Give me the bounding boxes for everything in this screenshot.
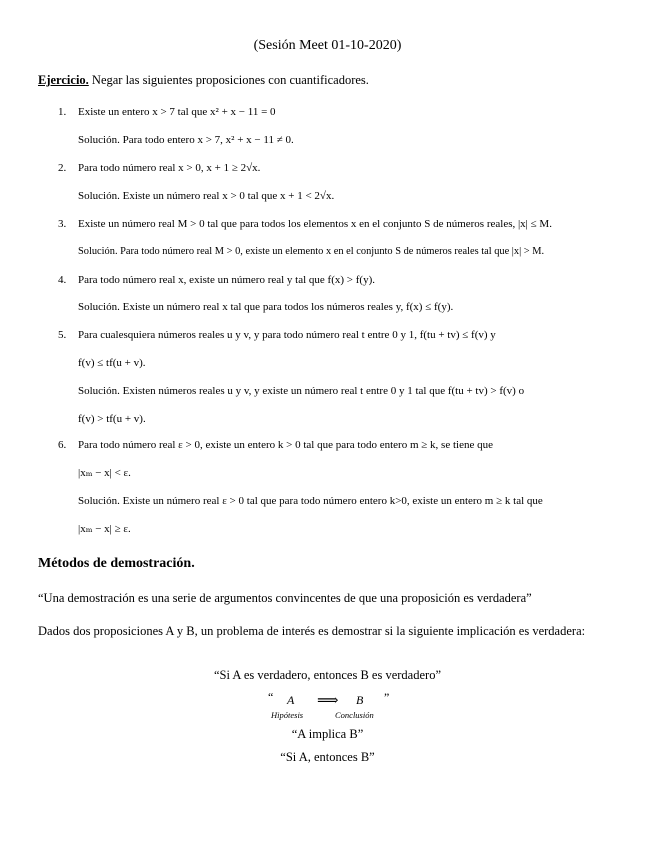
item-1-solution: Solución. Para todo entero x > 7, x² + x − 11 ≠ 0. bbox=[78, 134, 294, 146]
close-quote: ” bbox=[384, 690, 390, 704]
item-statement-line-1: Para cualesquiera números reales u y v, y para todo número real t entre 0 y 1, f(tu + tv) ≤ f(v) y bbox=[78, 329, 496, 341]
item-5-solution-line-2: f(v) > tf(u + v). bbox=[78, 413, 146, 425]
item-number: 6. bbox=[58, 439, 67, 451]
form-line-4: “Si A, entonces B” bbox=[280, 750, 375, 764]
implication-diagram bbox=[0, 690, 655, 724]
page-title: (Sesión Meet 01-10-2020) bbox=[253, 38, 402, 53]
form-line-1: “Si A es verdadero, entonces B es verdadero” bbox=[213, 668, 441, 682]
item-4-solution: Solución. Existe un número real x tal que para todos los números reales y, f(x) ≤ f(y). bbox=[78, 301, 454, 313]
conclusion-letter: B bbox=[356, 693, 364, 707]
item-6-solution-line-1: Solución. Existe un número real ε > 0 tal que para todo número entero k>0, existe un entero m ≥ k tal que bbox=[78, 495, 543, 507]
item-number: 1. bbox=[58, 106, 67, 118]
item-number: 3. bbox=[58, 218, 67, 230]
item-statement: Existe un entero x > 7 tal que x² + x − 11 = 0 bbox=[78, 106, 276, 118]
item-3-solution: Solución. Para todo número real M > 0, existe un elemento x en el conjunto S de números reales tal que |x| > M. bbox=[78, 246, 545, 257]
item-number: 4. bbox=[58, 274, 67, 286]
item-6-statement-line-2: |xₘ − x| < ε. bbox=[78, 467, 131, 479]
item-statement: Para todo número real x, existe un número real y tal que f(x) > f(y). bbox=[78, 274, 375, 286]
open-quote: “ bbox=[268, 690, 274, 704]
exercise-text: Negar las siguientes proposiciones con cuantificadores. bbox=[91, 73, 369, 87]
hypothesis-label: Hipótesis bbox=[271, 710, 304, 720]
item-statement-line-1: Para todo número real ε > 0, existe un entero k > 0 tal que para todo entero m ≥ k, se tiene que bbox=[78, 439, 493, 451]
implies-arrow: ⟹ bbox=[317, 693, 339, 709]
item-statement: Existe un número real M > 0 tal que para todos los elementos x en el conjunto S de números reales, |x| ≤ M. bbox=[78, 218, 552, 230]
item-2-solution: Solución. Existe un número real x > 0 tal que x + 1 < 2√x. bbox=[78, 190, 335, 202]
hypothesis-letter: A bbox=[287, 693, 295, 707]
item-number: 2. bbox=[58, 162, 67, 174]
item-statement: Para todo número real x > 0, x + 1 ≥ 2√x. bbox=[78, 162, 261, 174]
exercise-heading bbox=[38, 73, 369, 88]
form-line-3: “A implica B” bbox=[291, 727, 364, 741]
item-5-solution-line-1: Solución. Existen números reales u y v, y existe un número real t entre 0 y 1 tal que f(tu + tv) > f(v) o bbox=[78, 385, 525, 397]
intro-paragraph: Dados dos proposiciones A y B, un problema de interés es demostrar si la siguiente implicación es verdadera: bbox=[38, 624, 586, 638]
conclusion-label: Conclusión bbox=[335, 710, 374, 720]
item-number: 5. bbox=[58, 329, 67, 341]
exercise-label: Ejercicio. bbox=[38, 73, 89, 87]
definition-quote: “Una demostración es una serie de argumentos convincentes de que una proposición es verdadera” bbox=[38, 591, 532, 605]
section-title: Métodos de demostración. bbox=[38, 556, 195, 571]
item-6-solution-line-2: |xₘ − x| ≥ ε. bbox=[78, 523, 131, 535]
item-5-statement-line-2: f(v) ≤ tf(u + v). bbox=[78, 357, 146, 369]
